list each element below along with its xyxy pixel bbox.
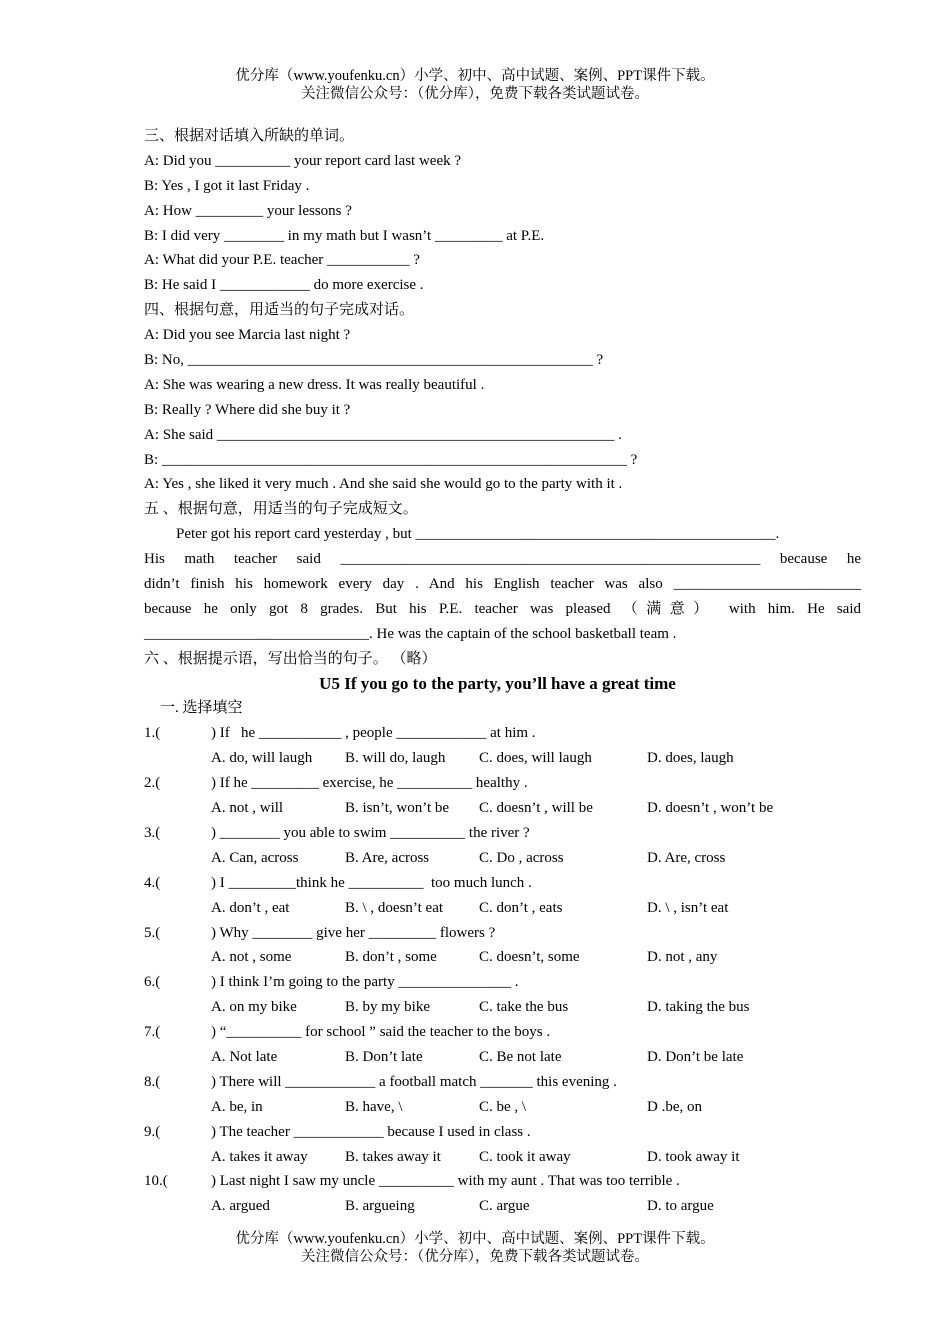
dialogue-line: A: What did your P.E. teacher ___________ ? (144, 252, 420, 269)
answer-option: B. isn’t, won’t be (345, 800, 450, 817)
answer-option: D. doesn’t , won’t be (647, 800, 774, 817)
answer-option: A. don’t , eat (211, 899, 290, 916)
dialogue-line: A: How _________ your lessons ? (144, 202, 352, 219)
answer-option: D. took away it (647, 1148, 740, 1165)
question-number: 4.( (144, 874, 161, 891)
answer-option: D. to argue (647, 1198, 714, 1215)
answer-option: C. took it away (479, 1148, 571, 1165)
answer-option: B. will do, laugh (345, 750, 446, 767)
dialogue-line: A: She was wearing a new dress. It was really beautiful . (144, 376, 485, 393)
answer-options (144, 796, 861, 821)
question-item (144, 1120, 861, 1145)
answer-option: C. does, will laugh (479, 750, 592, 767)
section-3-heading: 三、根据对话填入所缺的单词。 (144, 128, 355, 144)
answer-options (144, 1095, 861, 1120)
answer-option: A. Not late (211, 1048, 278, 1065)
answer-options (144, 846, 861, 871)
question-text: ) If he _________ exercise, he __________ healthy . (211, 775, 528, 792)
passage-line: ______________________________. He was the captain of the school basketball team . (144, 625, 677, 642)
question-text: ) I _________think he __________ too much lunch . (211, 874, 532, 891)
section-4-heading: 四、根据句意，用适当的句子完成对话。 (144, 302, 415, 319)
answer-option: B. argueing (345, 1198, 415, 1215)
answer-option: A. on my bike (211, 999, 297, 1016)
passage-line: because he only got 8 grades. But his P.E. teacher was pleased （满意） with him. He said (144, 600, 861, 617)
answer-option: A. not , some (211, 949, 292, 966)
answer-options (144, 746, 861, 771)
answer-option: A. be, in (211, 1098, 263, 1115)
dialogue-line: A: Did you __________ your report card last week ? (144, 152, 462, 169)
answer-option: D. \ , isn’t eat (647, 899, 729, 916)
answer-option: C. be , \ (479, 1098, 527, 1115)
dialogue-line: B: Yes , I got it last Friday . (144, 177, 310, 194)
answer-option: A. not , will (211, 800, 284, 817)
answer-option: A. argued (211, 1198, 270, 1215)
answer-option: D. Are, cross (647, 849, 726, 866)
answer-options (144, 896, 861, 921)
answer-options (144, 1045, 861, 1070)
question-number: 5.( (144, 924, 161, 941)
footer-line-2: 关注微信公众号：（优分库），免费下载各类试题试卷。 (301, 1249, 649, 1265)
header-line-2: 关注微信公众号：（优分库），免费下载各类试题试卷。 (301, 86, 649, 102)
dialogue-line: A: Did you see Marcia last night ? (144, 327, 351, 344)
answer-option: D. taking the bus (647, 999, 750, 1016)
question-item (144, 771, 861, 796)
answer-option: C. doesn’t, some (479, 949, 580, 966)
answer-option: D .be, on (647, 1098, 702, 1115)
dialogue-line: B: He said I ____________ do more exercise . (144, 277, 424, 294)
question-text: ) Why ________ give her _________ flowers ? (211, 924, 496, 941)
answer-options (144, 1194, 861, 1219)
question-text: ) There will ____________ a football match _______ this evening . (211, 1073, 617, 1090)
question-text: ) The teacher ____________ because I used in class . (211, 1123, 531, 1140)
question-text: ) “__________ for school ” said the teacher to the boys . (211, 1024, 551, 1041)
answer-option: C. Do , across (479, 849, 564, 866)
page-header (0, 67, 950, 103)
question-item (144, 821, 861, 846)
unit-title: U5 If you go to the party, you’ll have a great time (319, 673, 676, 693)
answer-option: B. \ , doesn’t eat (345, 899, 444, 916)
answer-option: D. not , any (647, 949, 718, 966)
question-item (144, 970, 861, 995)
dialogue-line: A: She said _____________________________________________________ . (144, 426, 622, 443)
dialogue-line: B: No, ______________________________________________________ ? (144, 352, 604, 369)
dialogue-line: B: I did very ________ in my math but I wasn’t _________ at P.E. (144, 227, 545, 244)
question-text: ) If he ___________ , people ____________ at him . (211, 725, 536, 742)
question-item (144, 871, 861, 896)
question-item (144, 1020, 861, 1045)
question-item (144, 921, 861, 946)
question-number: 9.( (144, 1123, 161, 1140)
question-item (144, 721, 861, 746)
answer-options (144, 995, 861, 1020)
answer-option: D. does, laugh (647, 750, 734, 767)
section-6-heading: 六 、根据提示语，写出恰当的句子。 （略） (144, 650, 437, 667)
answer-option: A. Can, across (211, 849, 299, 866)
question-number: 3.( (144, 824, 161, 841)
question-number: 2.( (144, 775, 161, 792)
answer-options (144, 945, 861, 970)
answer-option: B. Are, across (345, 849, 430, 866)
dialogue-line: A: Yes , she liked it very much . And she said she would go to the party with it . (144, 476, 623, 493)
dialogue-line: B: ______________________________________________________________ ? (144, 451, 638, 468)
section-5-heading: 五 、根据句意，用适当的句子完成短文。 (144, 501, 418, 518)
question-number: 6.( (144, 974, 161, 991)
question-list (144, 721, 861, 1219)
passage-line: His math teacher said ________________________________________________________ because he (144, 551, 861, 568)
header-line-1: 优分库（www.youfenku.cn）小学、初中、高中试题、案例、PPT课件下载。 (235, 68, 715, 84)
page-footer (0, 1230, 950, 1266)
document-body (144, 124, 861, 1219)
footer-line-1: 优分库（www.youfenku.cn）小学、初中、高中试题、案例、PPT课件下载。 (235, 1231, 715, 1247)
answer-option: C. argue (479, 1198, 530, 1215)
answer-option: C. doesn’t , will be (479, 800, 593, 817)
question-text: ) Last night I saw my uncle __________ with my aunt . That was too terrible . (211, 1173, 680, 1190)
answer-option: A. do, will laugh (211, 750, 313, 767)
answer-options (144, 1145, 861, 1170)
dialogue-line: B: Really ? Where did she buy it ? (144, 401, 351, 418)
question-text: ) ________ you able to swim __________ the river ? (211, 824, 530, 841)
answer-option: B. don’t , some (345, 949, 437, 966)
question-item (144, 1169, 861, 1194)
question-number: 8.( (144, 1073, 161, 1090)
answer-option: B. Don’t late (345, 1048, 423, 1065)
passage-line: didn’t finish his homework every day . And his English teacher was also _________________________ (144, 576, 861, 593)
answer-option: B. takes away it (345, 1148, 441, 1165)
question-number: 7.( (144, 1024, 161, 1041)
question-number: 1.( (144, 725, 161, 742)
answer-option: D. Don’t be late (647, 1048, 744, 1065)
answer-option: B. by my bike (345, 999, 430, 1016)
part-1-heading: 一. 选择填空 (160, 700, 243, 717)
answer-option: B. have, \ (345, 1098, 403, 1115)
answer-option: C. take the bus (479, 999, 569, 1016)
question-text: ) I think I’m going to the party _______________ . (211, 974, 519, 991)
answer-option: A. takes it away (211, 1148, 308, 1165)
passage-line: Peter got his report card yesterday , but ________________________________________________. (176, 526, 780, 543)
answer-option: C. Be not late (479, 1048, 562, 1065)
question-item (144, 1070, 861, 1095)
answer-option: C. don’t , eats (479, 899, 563, 916)
question-number: 10.( (144, 1173, 168, 1190)
